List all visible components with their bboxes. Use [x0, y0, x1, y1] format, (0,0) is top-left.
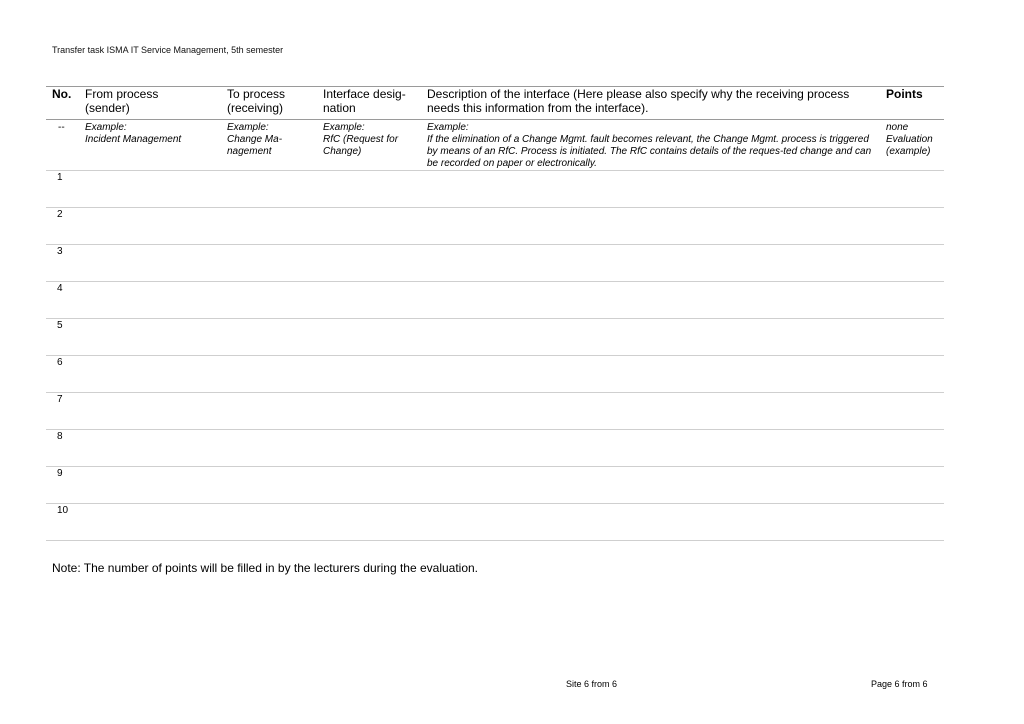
col-header-description: Description of the interface (Here please also specify why the receiving process needs this information from the interface).	[427, 87, 850, 115]
row-number: 8	[57, 431, 63, 442]
example-interface-designation: Example: RfC (Request for Change)	[323, 122, 399, 157]
from-process-cell	[85, 393, 227, 430]
row-number: 10	[57, 505, 69, 516]
points-cell	[886, 393, 944, 430]
col-header-interface-designation: Interface desig-nation	[323, 87, 406, 115]
from-process-cell	[85, 430, 227, 467]
row-number: 3	[57, 246, 63, 257]
points-cell	[886, 171, 944, 208]
table-row	[46, 430, 944, 467]
points-cell	[886, 282, 944, 319]
col-header-points: Points	[886, 87, 923, 101]
col-header-no: No.	[52, 87, 72, 101]
example-points: none Evaluation (example)	[886, 122, 933, 157]
site-number: Site 6 from 6	[566, 679, 618, 689]
interface-designation-cell	[323, 430, 427, 467]
example-description: Example: If the elimination of a Change Mgmt. fault becomes relevant, the Change Mgmt. process is triggered by means of an RfC. Process is initiated. The RfC contains details of the reques-ted change and can be recorded on paper or electronically.	[427, 122, 872, 169]
interface-designation-cell	[323, 319, 427, 356]
description-cell	[427, 430, 886, 467]
to-process-cell	[227, 245, 323, 282]
row-number: 6	[57, 357, 63, 368]
from-process-cell	[85, 245, 227, 282]
interface-designation-cell	[323, 504, 427, 541]
from-process-cell	[85, 208, 227, 245]
from-process-cell	[85, 467, 227, 504]
row-number: 4	[57, 283, 63, 294]
interface-designation-cell	[323, 356, 427, 393]
interface-table	[46, 86, 944, 541]
from-process-cell	[85, 282, 227, 319]
table-row	[46, 245, 944, 282]
to-process-cell	[227, 504, 323, 541]
row-number: 2	[57, 209, 63, 220]
table-row	[46, 208, 944, 245]
row-number: 7	[57, 394, 63, 405]
points-cell	[886, 504, 944, 541]
interface-designation-cell	[323, 393, 427, 430]
row-number: 1	[57, 172, 63, 183]
to-process-cell	[227, 319, 323, 356]
from-process-cell	[85, 319, 227, 356]
to-process-cell	[227, 282, 323, 319]
points-cell	[886, 245, 944, 282]
table-row	[46, 393, 944, 430]
description-cell	[427, 393, 886, 430]
points-cell	[886, 430, 944, 467]
points-cell	[886, 319, 944, 356]
to-process-cell	[227, 208, 323, 245]
description-cell	[427, 245, 886, 282]
interface-designation-cell	[323, 245, 427, 282]
from-process-cell	[85, 504, 227, 541]
points-cell	[886, 356, 944, 393]
example-no: --	[58, 122, 65, 133]
to-process-cell	[227, 467, 323, 504]
description-cell	[427, 319, 886, 356]
from-process-cell	[85, 356, 227, 393]
description-cell	[427, 171, 886, 208]
points-cell	[886, 208, 944, 245]
table-row	[46, 356, 944, 393]
description-cell	[427, 356, 886, 393]
col-header-to-process: To process (receiving)	[227, 87, 286, 115]
from-process-cell	[85, 171, 227, 208]
description-cell	[427, 467, 886, 504]
description-cell	[427, 208, 886, 245]
example-from-process: Example: Incident Management	[85, 122, 182, 145]
table-header-row	[46, 87, 944, 120]
table-row	[46, 467, 944, 504]
interface-designation-cell	[323, 282, 427, 319]
description-cell	[427, 282, 886, 319]
example-to-process: Example: Change Ma- nagement	[227, 122, 283, 157]
to-process-cell	[227, 430, 323, 467]
interface-designation-cell	[323, 208, 427, 245]
table-row	[46, 504, 944, 541]
to-process-cell	[227, 393, 323, 430]
interface-designation-cell	[323, 171, 427, 208]
document-header: Transfer task ISMA IT Service Management, 5th semester	[52, 45, 284, 55]
table-row	[46, 171, 944, 208]
example-row	[46, 120, 944, 171]
table-row	[46, 319, 944, 356]
interface-designation-cell	[323, 467, 427, 504]
page-number: Page 6 from 6	[871, 679, 928, 689]
col-header-from-process: From process (sender)	[85, 87, 159, 115]
to-process-cell	[227, 356, 323, 393]
points-cell	[886, 467, 944, 504]
row-number: 9	[57, 468, 63, 479]
evaluation-note: Note: The number of points will be filled in by the lecturers during the evaluation.	[52, 561, 479, 575]
table-row	[46, 282, 944, 319]
row-number: 5	[57, 320, 63, 331]
to-process-cell	[227, 171, 323, 208]
description-cell	[427, 504, 886, 541]
